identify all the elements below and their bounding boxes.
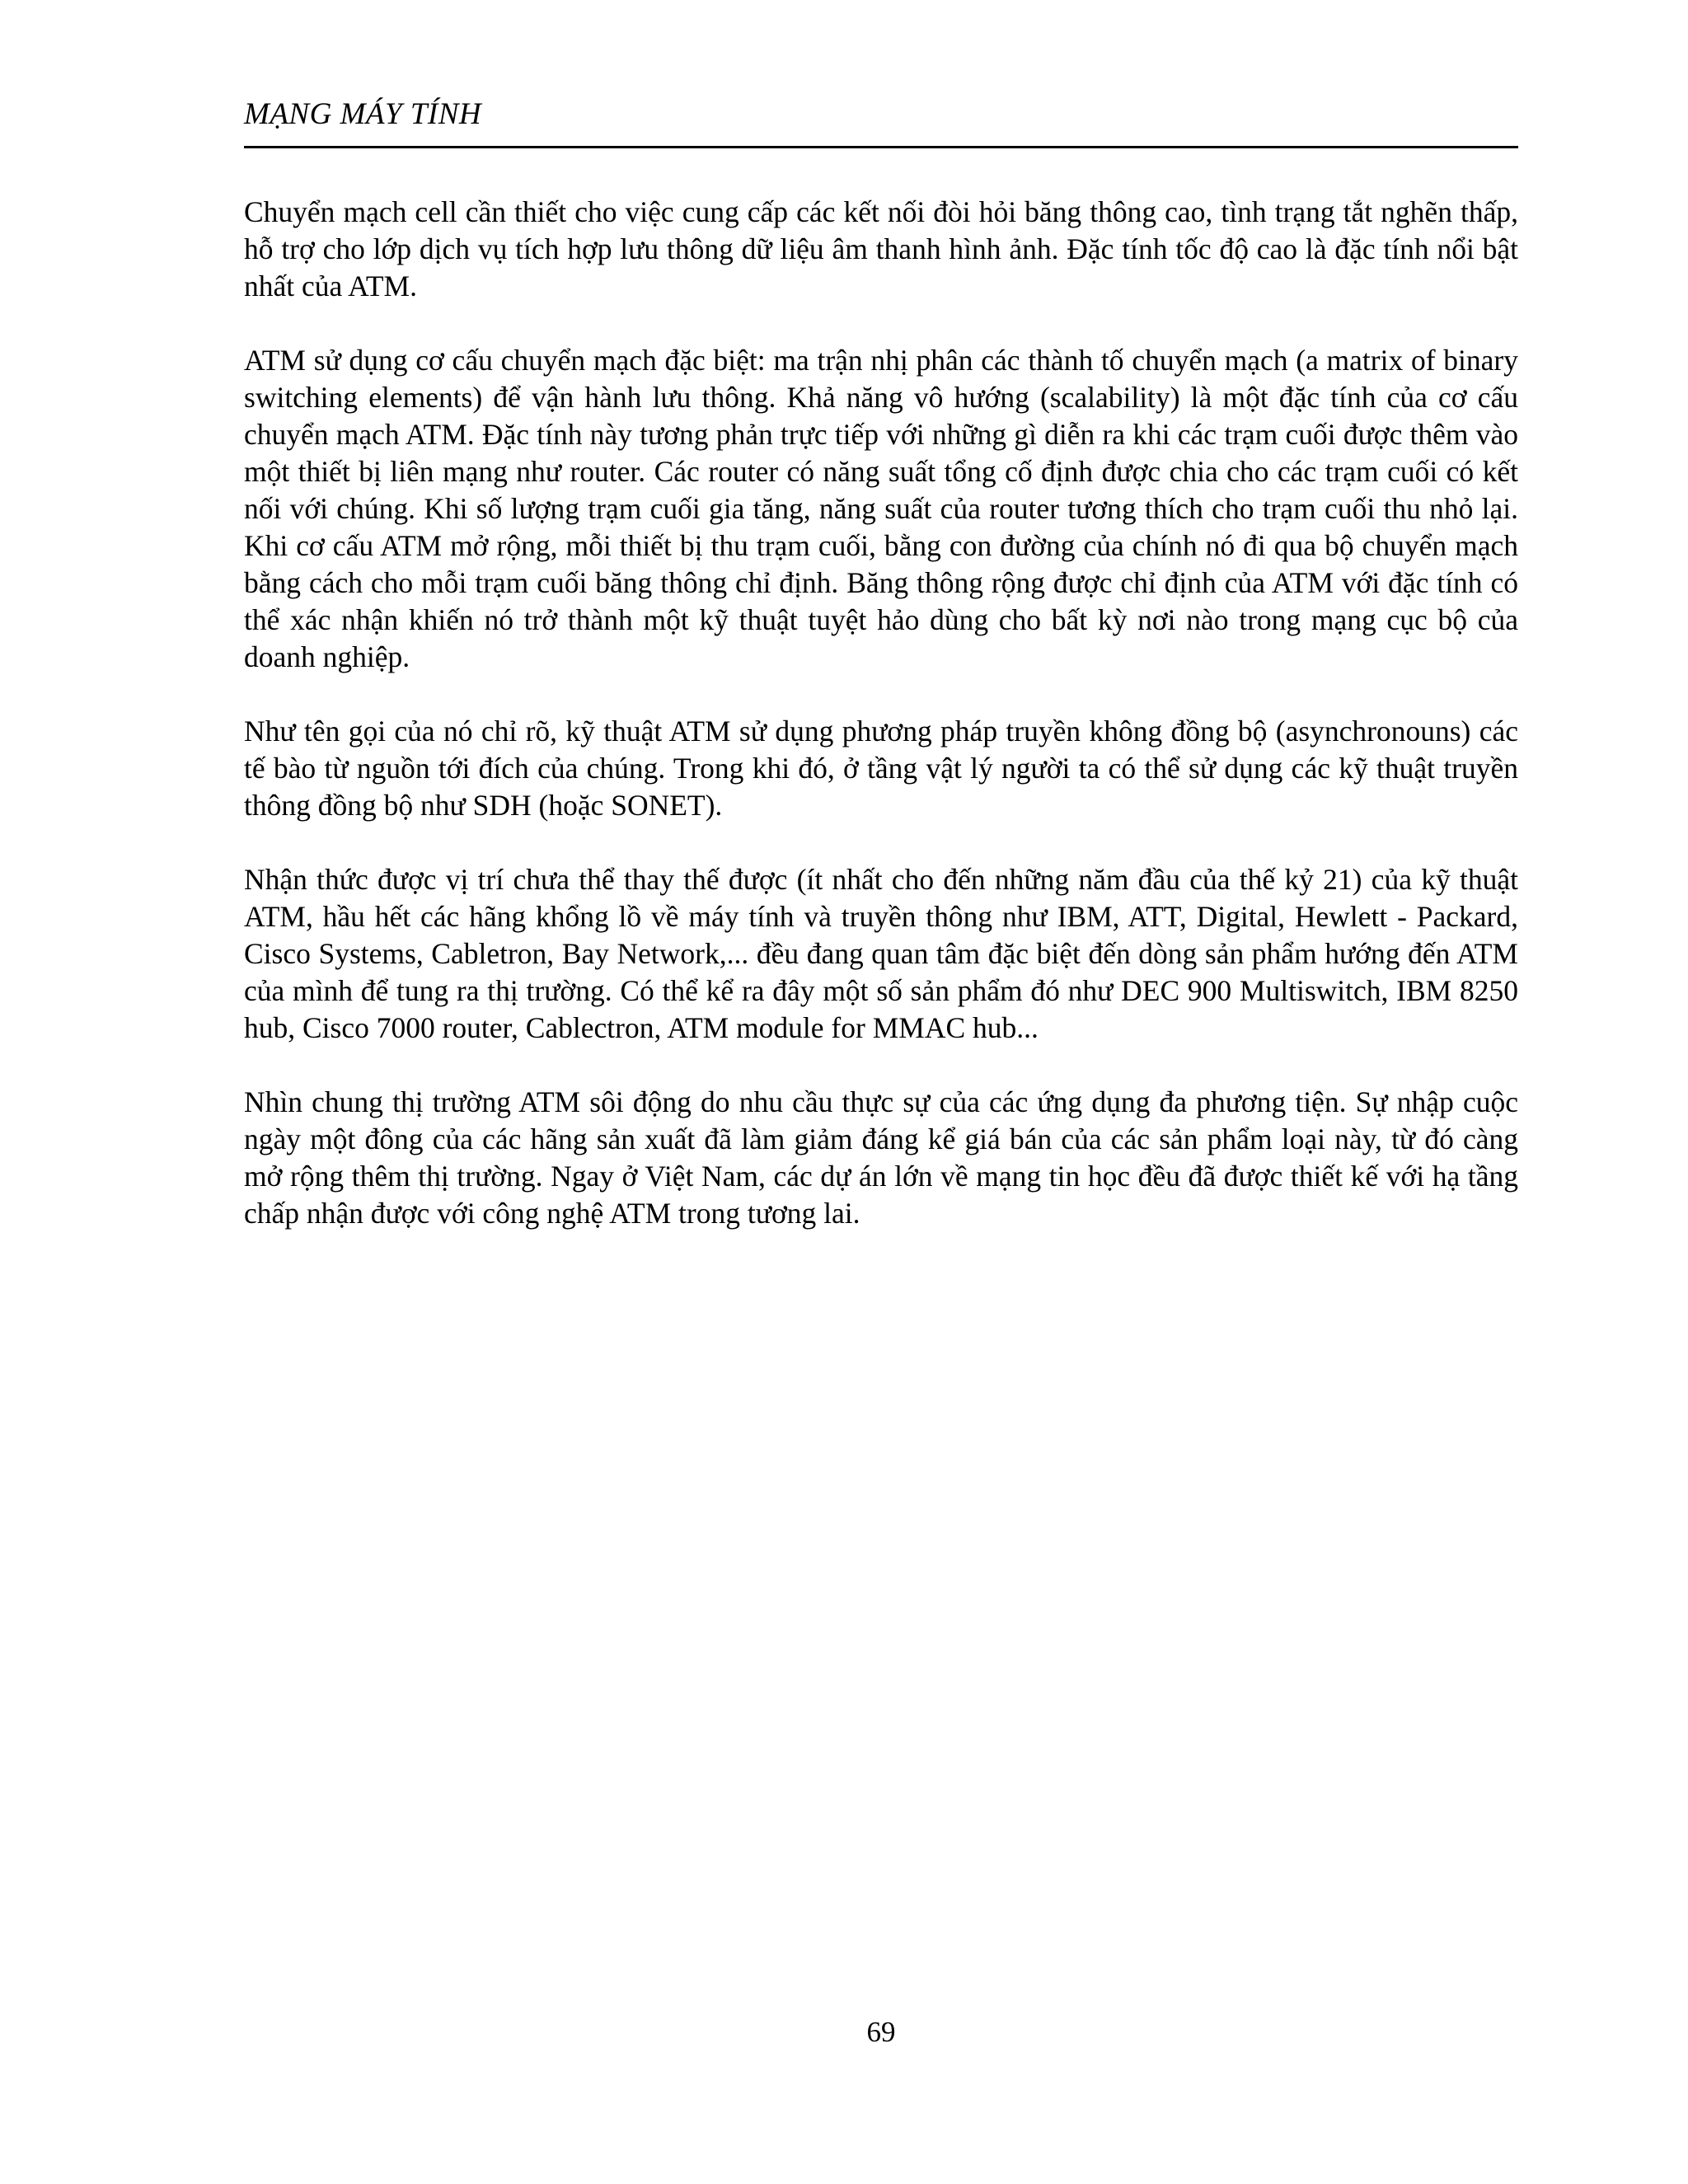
paragraph-asynchronous-transfer: Như tên gọi của nó chỉ rõ, kỹ thuật ATM sử dụng phương pháp truyền không đồng bộ (asynchronouns) các tế bào từ nguồn tới đích của chúng. Trong khi đó, ở tầng vật lý người ta có thể sử dụng các kỹ thuật truyền thông đồng bộ như SDH (hoặc SONET). — [244, 715, 1518, 822]
header-rule — [244, 146, 1518, 148]
paragraph-vendors: Nhận thức được vị trí chưa thể thay thế được (ít nhất cho đến những năm đầu của thế kỷ 21) của kỹ thuật ATM, hầu hết các hãng khổng lồ về máy tính và truyền thông như IBM, ATT, Digital, Hewlett - Packard, Cisco Systems, Cabletron, Bay Network,... đều đang quan tâm đặc biệt đến dòng sản phẩm hướng đến ATM của mình để tung ra thị trường. Có thể kể ra đây một số sản phẩm đó như DEC 900 Multiswitch, IBM 8250 hub, Cisco 7000 router, Cablectron, ATM module for MMAC hub... — [244, 863, 1518, 1044]
body-text — [244, 194, 1518, 1269]
paragraph-switching-fabric: ATM sử dụng cơ cấu chuyển mạch đặc biệt: ma trận nhị phân các thành tố chuyển mạch (a matrix of binary switching elements) để vận hành lưu thông. Khả năng vô hướng (scalability) là một đặc tính của cơ cấu chuyển mạch ATM. Đặc tính này tương phản trực tiếp với những gì diễn ra khi các trạm cuối được thêm vào một thiết bị liên mạng như router. Các router có năng suất tổng cố định được chia cho các trạm cuối có kết nối với chúng. Khi số lượng trạm cuối gia tăng, năng suất của router tương thích cho trạm cuối thu nhỏ lại. Khi cơ cấu ATM mở rộng, mỗi thiết bị thu trạm cuối, bằng con đường của chính nó đi qua bộ chuyển mạch bằng cách cho mỗi trạm cuối băng thông chỉ định. Băng thông rộng được chỉ định của ATM với đặc tính có thể xác nhận khiến nó trở thành một kỹ thuật tuyệt hảo dùng cho bất kỳ nơi nào trong mạng cục bộ của doanh nghiệp. — [244, 344, 1518, 673]
paragraph-cell-switching: Chuyển mạch cell cần thiết cho việc cung cấp các kết nối đòi hỏi băng thông cao, tình trạng tắt nghẽn thấp, hỗ trợ cho lớp dịch vụ tích hợp lưu thông dữ liệu âm thanh hình ảnh. Đặc tính tốc độ cao là đặc tính nổi bật nhất của ATM. — [244, 195, 1518, 302]
running-header: MẠNG MÁY TÍNH — [244, 97, 482, 131]
page-number: 69 — [866, 2016, 896, 2048]
paragraph-market: Nhìn chung thị trường ATM sôi động do nhu cầu thực sự của các ứng dụng đa phương tiện. Sự nhập cuộc ngày một đông của các hãng sản xuất đã làm giảm đáng kể giá bán của các sản phẩm loại này, từ đó càng mở rộng thêm thị trường. Ngay ở Việt Nam, các dự án lớn về mạng tin học đều đã được thiết kế với hạ tầng chấp nhận được với công nghệ ATM trong tương lai. — [244, 1085, 1518, 1230]
